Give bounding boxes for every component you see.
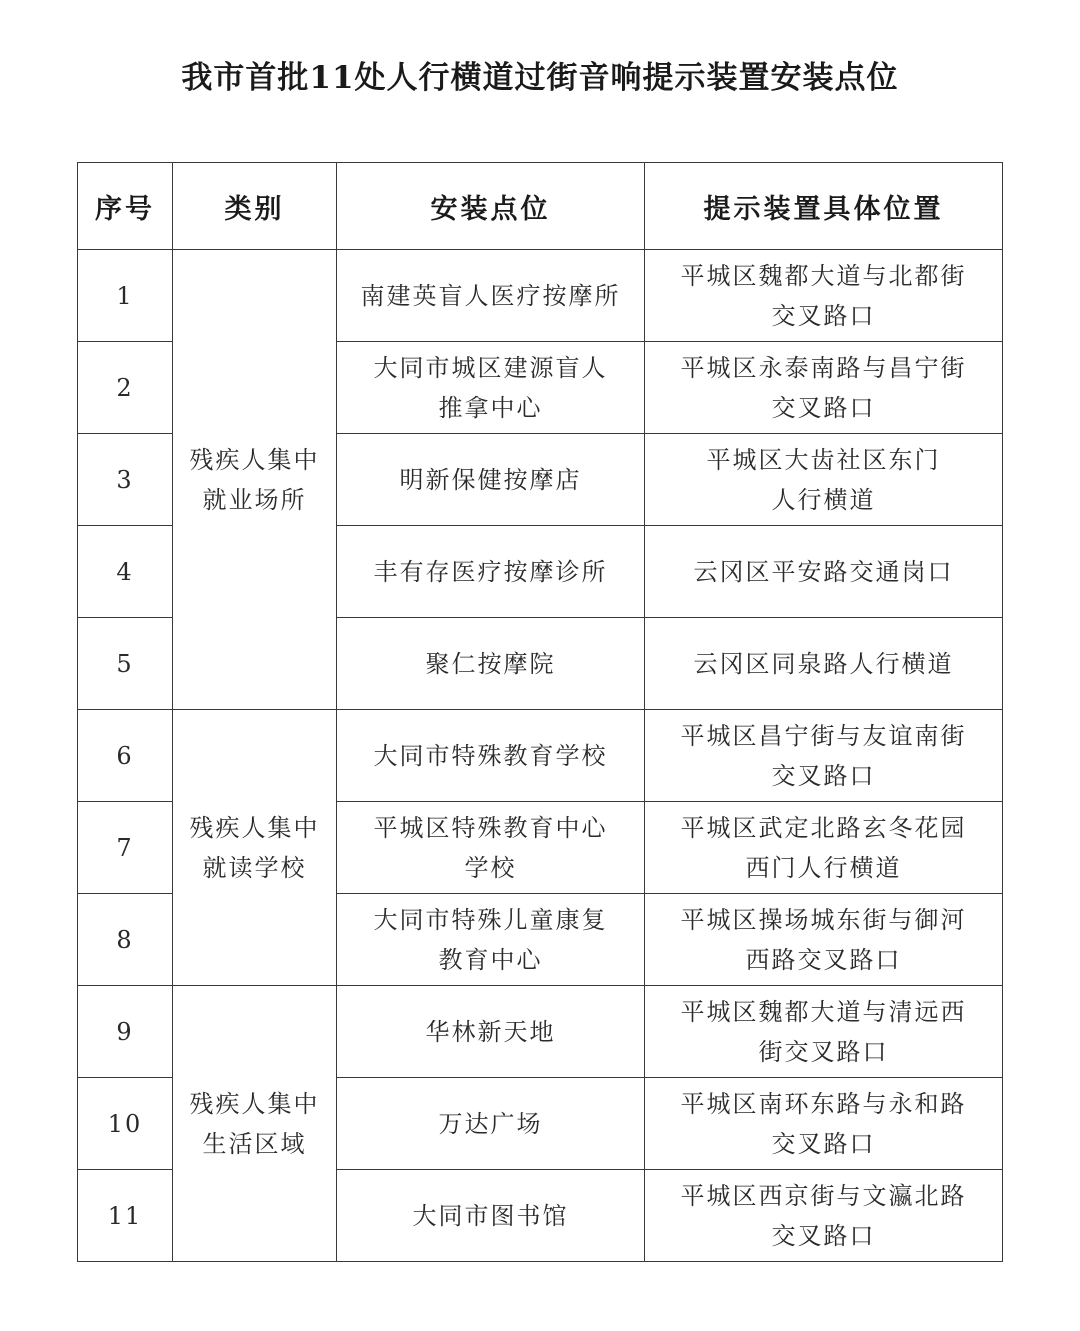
position-line: 云冈区平安路交通岗口 [693, 557, 954, 586]
location-cell [337, 250, 645, 342]
position-line: 西路交叉路口 [745, 945, 902, 974]
location-table [77, 162, 1003, 1262]
location-line: 平城区特殊教育中心 [373, 813, 608, 842]
table-header-row [78, 163, 1003, 250]
position-line: 人行横道 [771, 485, 876, 514]
row-seq: 5 [78, 618, 173, 710]
position-cell [645, 618, 1003, 710]
position-line: 街交叉路口 [758, 1037, 889, 1066]
location-cell [337, 434, 645, 526]
row-seq: 3 [78, 434, 173, 526]
position-line: 平城区操场城东街与御河 [680, 905, 967, 934]
location-cell [337, 986, 645, 1078]
position-line: 交叉路口 [771, 1129, 876, 1158]
location-cell [337, 1078, 645, 1170]
location-line: 明新保健按摩店 [399, 465, 582, 494]
position-cell [645, 986, 1003, 1078]
position-line: 交叉路口 [771, 393, 876, 422]
row-seq: 1 [78, 250, 173, 342]
location-line: 推拿中心 [438, 393, 543, 422]
position-line: 云冈区同泉路人行横道 [693, 649, 954, 678]
position-cell [645, 894, 1003, 986]
table-row [78, 710, 1003, 802]
header-seq: 序号 [78, 163, 173, 250]
category-cell [173, 986, 337, 1262]
header-position: 提示装置具体位置 [645, 163, 1003, 250]
category-line: 残疾人集中 [189, 813, 320, 842]
location-line: 教育中心 [438, 945, 543, 974]
position-line: 交叉路口 [771, 761, 876, 790]
position-line: 交叉路口 [771, 1221, 876, 1250]
location-line: 大同市图书馆 [412, 1201, 569, 1230]
location-line: 丰有存医疗按摩诊所 [373, 557, 608, 586]
location-line: 南建英盲人医疗按摩所 [360, 281, 621, 310]
row-seq: 2 [78, 342, 173, 434]
position-line: 平城区西京街与文瀛北路 [680, 1181, 967, 1210]
category-line: 生活区域 [202, 1129, 307, 1158]
location-cell [337, 894, 645, 986]
position-line: 平城区魏都大道与北都街 [680, 261, 967, 290]
row-seq: 6 [78, 710, 173, 802]
location-cell [337, 710, 645, 802]
position-cell [645, 434, 1003, 526]
row-seq: 8 [78, 894, 173, 986]
location-line: 大同市特殊教育学校 [373, 741, 608, 770]
position-line: 平城区永泰南路与昌宁街 [680, 353, 967, 382]
category-line: 残疾人集中 [189, 1089, 320, 1118]
location-cell [337, 526, 645, 618]
row-seq: 4 [78, 526, 173, 618]
position-cell [645, 1078, 1003, 1170]
table-row [78, 986, 1003, 1078]
category-cell [173, 250, 337, 710]
page-title: 我市首批11处人行横道过街音响提示装置安装点位 [181, 60, 899, 96]
location-cell [337, 802, 645, 894]
position-cell [645, 526, 1003, 618]
position-cell [645, 710, 1003, 802]
row-seq: 7 [78, 802, 173, 894]
position-cell [645, 250, 1003, 342]
position-line: 平城区南环东路与永和路 [680, 1089, 967, 1118]
position-line: 平城区昌宁街与友谊南街 [680, 721, 967, 750]
position-line: 平城区武定北路玄冬花园 [680, 813, 967, 842]
location-line: 华林新天地 [425, 1017, 556, 1046]
position-cell [645, 1170, 1003, 1262]
location-cell [337, 618, 645, 710]
position-line: 平城区大齿社区东门 [706, 445, 941, 474]
row-seq: 11 [78, 1170, 173, 1262]
location-line: 大同市特殊儿童康复 [373, 905, 608, 934]
location-line: 万达广场 [438, 1109, 543, 1138]
location-cell [337, 1170, 645, 1262]
category-line: 残疾人集中 [189, 445, 320, 474]
header-location: 安装点位 [337, 163, 645, 250]
header-category: 类别 [173, 163, 337, 250]
table-row [78, 250, 1003, 342]
position-line: 交叉路口 [771, 301, 876, 330]
row-seq: 9 [78, 986, 173, 1078]
location-line: 大同市城区建源盲人 [373, 353, 608, 382]
category-line: 就读学校 [202, 853, 307, 882]
position-cell [645, 342, 1003, 434]
position-line: 西门人行横道 [745, 853, 902, 882]
category-line: 就业场所 [202, 485, 307, 514]
location-line: 聚仁按摩院 [425, 649, 556, 678]
category-cell [173, 710, 337, 986]
location-cell [337, 342, 645, 434]
row-seq: 10 [78, 1078, 173, 1170]
position-line: 平城区魏都大道与清远西 [680, 997, 967, 1026]
location-line: 学校 [464, 853, 517, 882]
position-cell [645, 802, 1003, 894]
